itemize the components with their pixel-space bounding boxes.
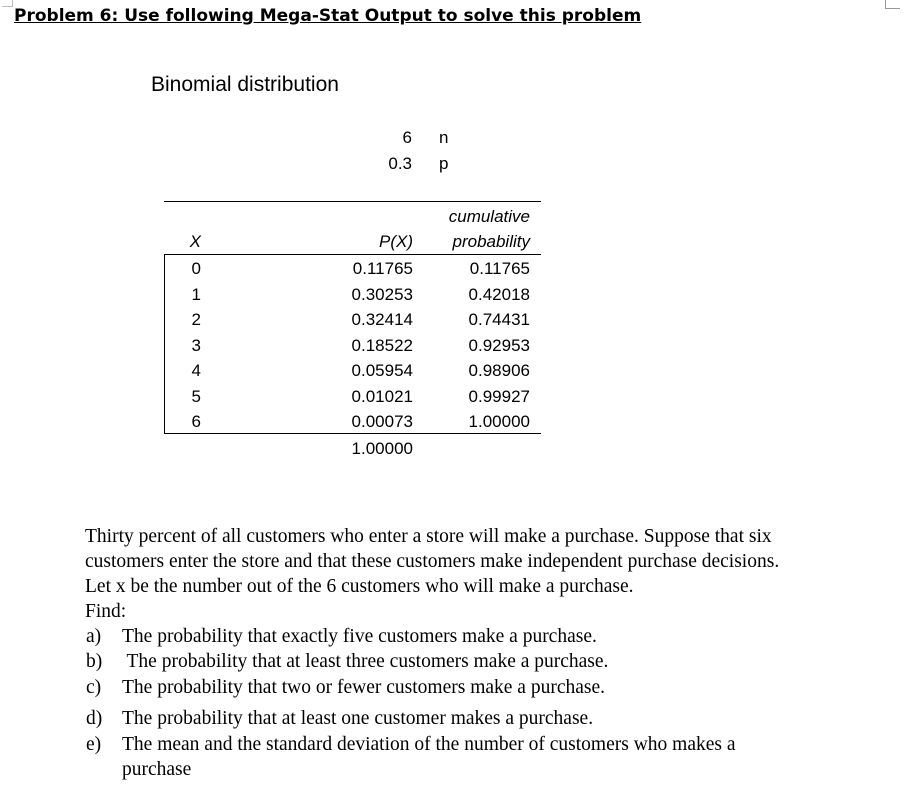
question-letter: e) <box>86 734 102 755</box>
row-x-value: 2 <box>191 310 201 329</box>
page-corner-mark-right <box>885 0 900 9</box>
question-text: The mean and the standard deviation of the number of customers who makes a <box>122 734 736 755</box>
p-label: p <box>439 154 449 173</box>
p-value: 0.3 <box>388 154 412 173</box>
problem-line: Find: <box>85 601 127 622</box>
n-label: n <box>439 128 449 147</box>
question-letter: a) <box>86 626 102 647</box>
px-total: 1.00000 <box>351 439 413 458</box>
problem-statement <box>85 524 779 624</box>
problem-line: Let x be the number out of the 6 customers who will make a purchase. <box>85 576 634 597</box>
row-px-value: 0.01021 <box>351 387 413 406</box>
row-px-value: 0.32414 <box>351 310 413 329</box>
question-letter: c) <box>86 677 102 698</box>
row-px-value: 0.05954 <box>351 361 413 380</box>
question-text: The probability that two or fewer customers make a purchase. <box>122 677 605 698</box>
row-cumulative-value: 0.99927 <box>468 387 530 406</box>
question-b <box>86 649 608 674</box>
table-top-rule <box>164 201 541 202</box>
table-bottom-rule <box>164 433 541 434</box>
row-cumulative-value: 0.74431 <box>468 310 530 329</box>
question-text: The probability that at least one customer makes a purchase. <box>122 708 594 729</box>
question-e-continuation: purchase <box>122 759 192 780</box>
row-px-value: 0.18522 <box>351 336 413 355</box>
row-px-value: 0.30253 <box>351 285 413 304</box>
row-px-value: 0.00073 <box>351 412 413 431</box>
question-e <box>86 732 736 757</box>
row-x-value: 6 <box>191 412 201 431</box>
distribution-title: Binomial distribution <box>151 73 339 96</box>
question-letter: d) <box>86 708 103 729</box>
row-x-value: 4 <box>191 361 201 380</box>
question-letter: b) <box>86 651 103 672</box>
row-x-value: 3 <box>191 336 201 355</box>
row-cumulative-value: 0.92953 <box>468 336 530 355</box>
question-text: The probability that at least three customers make a purchase. <box>122 651 609 672</box>
row-x-value: 1 <box>191 285 201 304</box>
row-cumulative-value: 0.42018 <box>468 285 530 304</box>
row-cumulative-value: 0.11765 <box>469 259 530 278</box>
page-corner-mark-left <box>2 0 13 7</box>
row-x-value: 5 <box>191 387 201 406</box>
cumulative-header-bottom: probability <box>452 232 530 251</box>
cumulative-header-top: cumulative <box>448 207 530 226</box>
problem-line: Thirty percent of all customers who enter a store will make a purchase. Suppose that six <box>85 526 772 547</box>
question-a <box>86 624 597 649</box>
table-header-rule <box>164 254 541 255</box>
n-value: 6 <box>402 128 412 147</box>
question-c <box>86 675 605 700</box>
question-d <box>86 706 593 731</box>
row-cumulative-value: 1.00000 <box>468 412 530 431</box>
problem-line: customers enter the store and that these customers make independent purchase decisions. <box>85 551 780 572</box>
row-cumulative-value: 0.98906 <box>468 361 530 380</box>
x-column-header: X <box>189 232 201 251</box>
question-text: The probability that exactly five customers make a purchase. <box>122 626 597 647</box>
px-column-header: P(X) <box>379 232 413 251</box>
row-x-value: 0 <box>191 259 201 278</box>
problem-heading: Problem 6: Use following Mega-Stat Output to solve this problem <box>14 6 642 26</box>
row-px-value: 0.11765 <box>352 259 413 278</box>
